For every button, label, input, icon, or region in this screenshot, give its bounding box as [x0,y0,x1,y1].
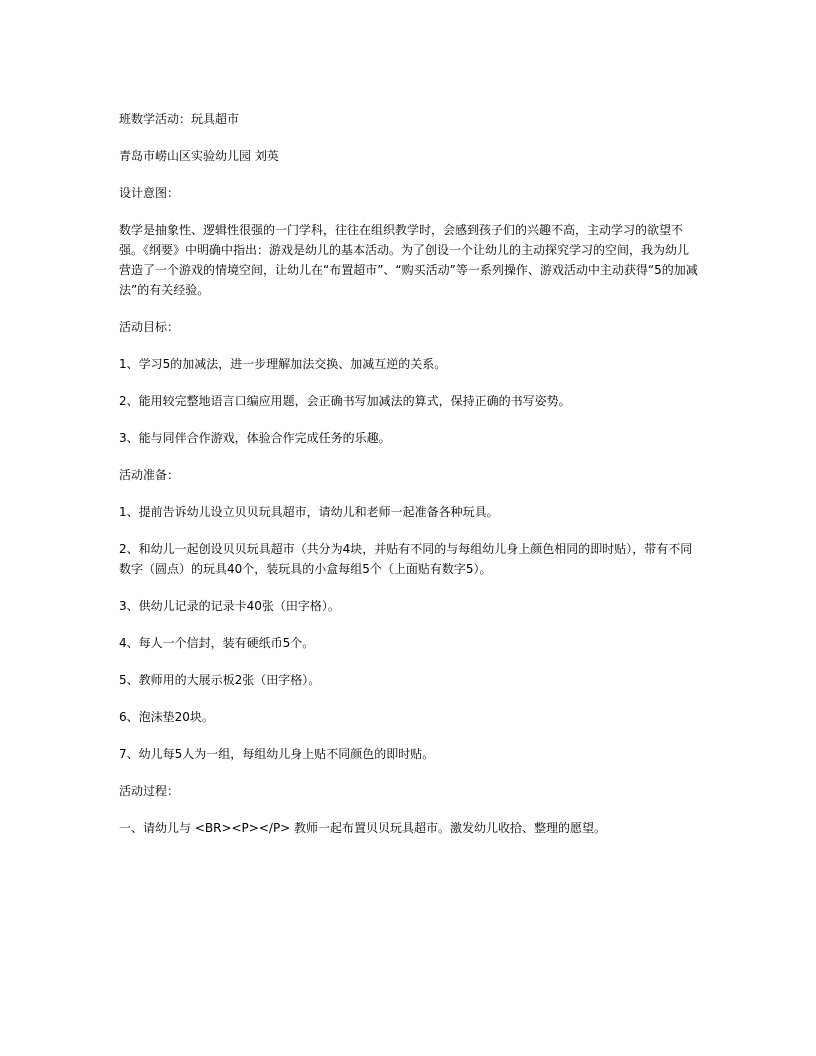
prep-item: 3、供幼儿记录的记录卡40张（田字格）。 [119,599,340,613]
section-heading-goals: 活动目标： [119,320,180,334]
goal-item: 3、能与同伴合作游戏，体验合作完成任务的乐趣。 [119,431,391,445]
document-title: 班数学活动：玩具超市 [119,112,240,126]
goal-item: 2、能用较完整地语言口编应用题，会正确书写加减法的算式，保持正确的书写姿势。 [119,394,571,408]
section-heading-process: 活动过程： [119,784,180,798]
prep-item: 7、幼儿每5人为一组，每组幼儿身上贴不同颜色的即时贴。 [119,747,435,761]
author-line: 青岛市崂山区实验幼儿园 刘英 [119,149,279,163]
process-item: 一、请幼儿与 <BR><P></P> 教师一起布置贝贝玩具超市。激发幼儿收拾、整理的愿望。 [119,821,607,835]
section-heading-design: 设计意图： [119,186,180,200]
document-page [119,109,699,855]
prep-item: 2、和幼儿一起创设贝贝玩具超市（共分为4块，并贴有不同的与每组幼儿身上颜色相同的即时贴），带有不同数字（圆点）的玩具40个，装玩具的小盒每组5个（上面贴有数字5）。 [119,542,693,576]
goal-item: 1、学习5的加减法，进一步理解加法交换、加减互逆的关系。 [119,357,447,371]
section-heading-prep: 活动准备： [119,468,180,482]
prep-item: 4、每人一个信封，装有硬纸币5个。 [119,636,315,650]
prep-item: 5、教师用的大展示板2张（田字格）。 [119,673,321,687]
prep-item: 6、泡沫垫20块。 [119,710,214,724]
design-paragraph: 数学是抽象性、逻辑性很强的一门学科，往往在组织教学时，会感到孩子们的兴趣不高，主动学习的欲望不强。《纲要》中明确中指出：游戏是幼儿的基本活动。为了创设一个让幼儿的主动探究学习的空间，我为幼儿营造了一个游戏的情境空间，让幼儿在“布置超市”、“购买活动”等一系列操作、游戏活动中主动获得“5的加减法”的有关经验。 [119,223,698,297]
prep-item: 1、提前告诉幼儿设立贝贝玩具超市，请幼儿和老师一起准备各种玩具。 [119,505,499,519]
